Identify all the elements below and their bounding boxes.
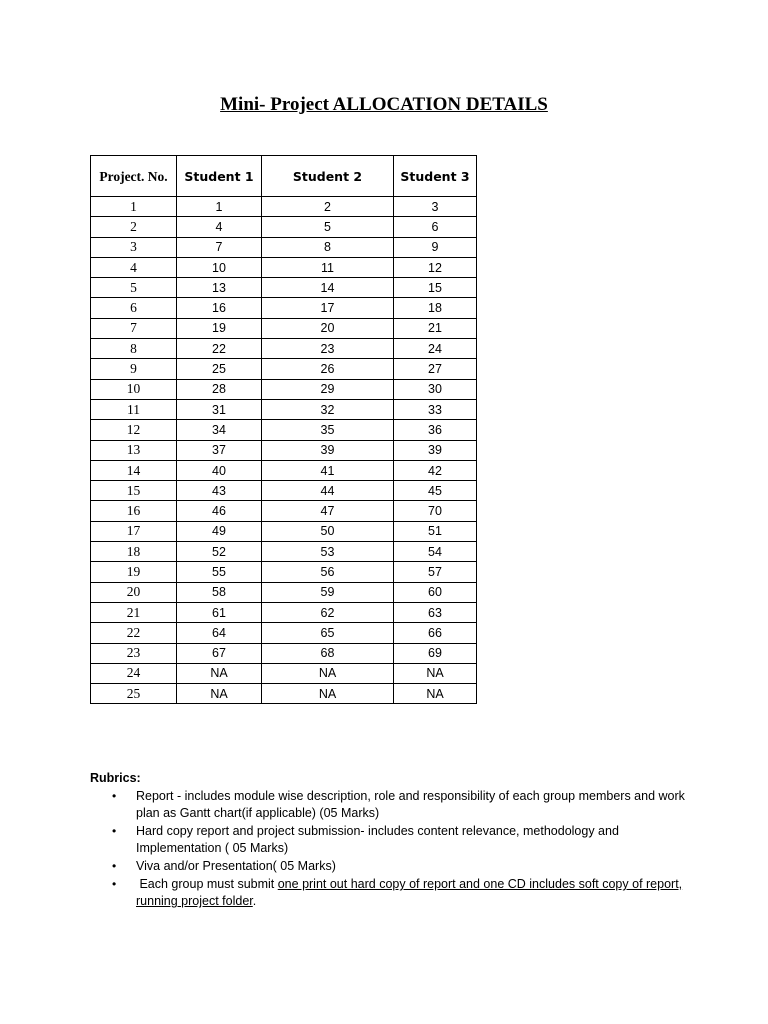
cell-student-3: 36 <box>394 420 477 440</box>
rubrics-list <box>90 788 690 910</box>
cell-student-2: 39 <box>262 440 394 460</box>
table-body <box>91 197 477 704</box>
cell-student-1: 19 <box>177 318 262 338</box>
cell-student-1: 1 <box>177 197 262 217</box>
cell-project-no: 24 <box>91 663 177 683</box>
cell-project-no: 17 <box>91 521 177 541</box>
rubric-item <box>90 823 690 857</box>
cell-student-3: 63 <box>394 602 477 622</box>
table-row <box>91 602 477 622</box>
rubric-item-submission <box>90 876 690 910</box>
cell-student-3: 66 <box>394 623 477 643</box>
table-row <box>91 623 477 643</box>
page-title-text: Mini- Project ALLOCATION DETAILS <box>220 94 548 115</box>
cell-project-no: 3 <box>91 237 177 257</box>
cell-student-1: 31 <box>177 399 262 419</box>
cell-student-1: 58 <box>177 582 262 602</box>
cell-student-2: 41 <box>262 460 394 480</box>
cell-student-2: 59 <box>262 582 394 602</box>
table-row <box>91 582 477 602</box>
cell-student-1: 25 <box>177 359 262 379</box>
table-row <box>91 278 477 298</box>
cell-student-3: 21 <box>394 318 477 338</box>
table-row <box>91 542 477 562</box>
cell-student-1: 13 <box>177 278 262 298</box>
cell-student-3: 57 <box>394 562 477 582</box>
cell-student-2: 32 <box>262 399 394 419</box>
table-row <box>91 359 477 379</box>
rubric-item-text: Viva and/or Presentation( 05 Marks) <box>136 859 336 873</box>
table-row <box>91 197 477 217</box>
header-student-3: Student 3 <box>394 156 477 197</box>
cell-student-1: 55 <box>177 562 262 582</box>
cell-project-no: 11 <box>91 399 177 419</box>
cell-project-no: 6 <box>91 298 177 318</box>
cell-student-2: 68 <box>262 643 394 663</box>
cell-student-1: 67 <box>177 643 262 663</box>
cell-student-3: 3 <box>394 197 477 217</box>
cell-project-no: 7 <box>91 318 177 338</box>
cell-student-1: 4 <box>177 217 262 237</box>
cell-student-2: 44 <box>262 481 394 501</box>
cell-student-2: 47 <box>262 501 394 521</box>
bullet-icon: • <box>112 859 117 873</box>
cell-student-3: NA <box>394 663 477 683</box>
cell-student-1: 61 <box>177 602 262 622</box>
cell-student-1: NA <box>177 684 262 704</box>
cell-student-2: 8 <box>262 237 394 257</box>
rubric-item <box>90 858 690 875</box>
cell-student-3: 12 <box>394 257 477 277</box>
cell-student-1: 43 <box>177 481 262 501</box>
cell-project-no: 16 <box>91 501 177 521</box>
header-student-2: Student 2 <box>262 156 394 197</box>
cell-project-no: 21 <box>91 602 177 622</box>
rubrics-section <box>90 770 690 911</box>
table-row <box>91 298 477 318</box>
allocation-table <box>90 155 477 704</box>
table-row <box>91 562 477 582</box>
cell-student-3: 69 <box>394 643 477 663</box>
cell-student-3: 18 <box>394 298 477 318</box>
cell-student-2: 65 <box>262 623 394 643</box>
table-row <box>91 481 477 501</box>
table-row <box>91 440 477 460</box>
cell-student-3: 15 <box>394 278 477 298</box>
table-row <box>91 379 477 399</box>
header-student-1: Student 1 <box>177 156 262 197</box>
cell-student-2: NA <box>262 663 394 683</box>
cell-student-1: 37 <box>177 440 262 460</box>
cell-project-no: 19 <box>91 562 177 582</box>
cell-student-1: 16 <box>177 298 262 318</box>
cell-student-3: 27 <box>394 359 477 379</box>
cell-student-3: 51 <box>394 521 477 541</box>
cell-student-2: NA <box>262 684 394 704</box>
cell-student-2: 26 <box>262 359 394 379</box>
cell-project-no: 2 <box>91 217 177 237</box>
cell-student-2: 2 <box>262 197 394 217</box>
cell-student-3: 24 <box>394 339 477 359</box>
cell-project-no: 15 <box>91 481 177 501</box>
table-row <box>91 399 477 419</box>
cell-student-3: 70 <box>394 501 477 521</box>
cell-student-3: 45 <box>394 481 477 501</box>
table-row <box>91 420 477 440</box>
cell-student-3: 30 <box>394 379 477 399</box>
cell-student-3: 33 <box>394 399 477 419</box>
table-row <box>91 460 477 480</box>
cell-student-3: 6 <box>394 217 477 237</box>
cell-student-2: 14 <box>262 278 394 298</box>
cell-student-2: 23 <box>262 339 394 359</box>
cell-student-1: 52 <box>177 542 262 562</box>
bullet-icon: • <box>112 789 117 803</box>
cell-student-2: 62 <box>262 602 394 622</box>
cell-student-2: 53 <box>262 542 394 562</box>
rubrics-title: Rubrics: <box>90 771 141 785</box>
cell-student-1: 64 <box>177 623 262 643</box>
rubric-item-text: Hard copy report and project submission- includes content relevance, methodology and Implementation ( 05 Marks) <box>136 824 619 855</box>
rubric-item-text: Report - includes module wise description, role and responsibility of each group members and work plan as Gantt chart(if applicable) (05 Marks) <box>136 789 685 820</box>
submission-requirement: one print out hard copy of report and one CD includes soft copy of report, running project folder <box>136 877 683 908</box>
cell-project-no: 14 <box>91 460 177 480</box>
cell-project-no: 5 <box>91 278 177 298</box>
cell-project-no: 13 <box>91 440 177 460</box>
cell-student-3: 42 <box>394 460 477 480</box>
cell-project-no: 20 <box>91 582 177 602</box>
cell-student-1: 7 <box>177 237 262 257</box>
table-row <box>91 339 477 359</box>
cell-student-3: 9 <box>394 237 477 257</box>
cell-student-1: 40 <box>177 460 262 480</box>
cell-project-no: 12 <box>91 420 177 440</box>
table-row <box>91 663 477 683</box>
cell-student-2: 11 <box>262 257 394 277</box>
cell-student-1: 49 <box>177 521 262 541</box>
cell-project-no: 4 <box>91 257 177 277</box>
rubric-item <box>90 788 690 822</box>
header-project-no: Project. No. <box>91 156 177 197</box>
cell-student-3: 54 <box>394 542 477 562</box>
cell-project-no: 9 <box>91 359 177 379</box>
table-row <box>91 237 477 257</box>
cell-student-1: 34 <box>177 420 262 440</box>
bullet-icon: • <box>112 824 117 838</box>
cell-project-no: 10 <box>91 379 177 399</box>
cell-project-no: 23 <box>91 643 177 663</box>
cell-student-2: 29 <box>262 379 394 399</box>
cell-student-3: NA <box>394 684 477 704</box>
cell-student-2: 50 <box>262 521 394 541</box>
cell-project-no: 18 <box>91 542 177 562</box>
table-row <box>91 217 477 237</box>
cell-student-3: 39 <box>394 440 477 460</box>
cell-project-no: 1 <box>91 197 177 217</box>
cell-project-no: 8 <box>91 339 177 359</box>
cell-student-2: 5 <box>262 217 394 237</box>
cell-student-1: 28 <box>177 379 262 399</box>
table-row <box>91 257 477 277</box>
cell-project-no: 25 <box>91 684 177 704</box>
cell-student-1: 46 <box>177 501 262 521</box>
cell-student-1: NA <box>177 663 262 683</box>
table-row <box>91 318 477 338</box>
bullet-icon: • <box>112 877 117 891</box>
table-row <box>91 501 477 521</box>
cell-student-3: 60 <box>394 582 477 602</box>
cell-student-1: 10 <box>177 257 262 277</box>
submission-suffix: . <box>252 894 257 908</box>
table-row <box>91 643 477 663</box>
cell-student-2: 56 <box>262 562 394 582</box>
cell-project-no: 22 <box>91 623 177 643</box>
table-row <box>91 521 477 541</box>
submission-prefix: Each group must submit <box>136 877 278 891</box>
table-row <box>91 684 477 704</box>
cell-student-1: 22 <box>177 339 262 359</box>
cell-student-2: 20 <box>262 318 394 338</box>
page-title <box>0 94 768 116</box>
table-header-row <box>91 156 477 197</box>
cell-student-2: 35 <box>262 420 394 440</box>
cell-student-2: 17 <box>262 298 394 318</box>
